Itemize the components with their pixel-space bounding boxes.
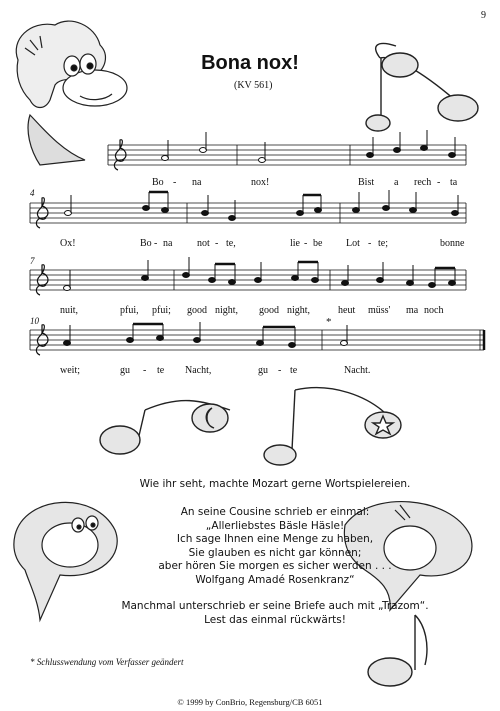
music-staff-system-1 bbox=[108, 145, 466, 165]
lyric-syllable: Lot bbox=[346, 238, 360, 249]
lyric-syllable: - bbox=[278, 365, 282, 376]
closing-text bbox=[110, 600, 440, 627]
closing-line: Lest das einmal rückwärts! bbox=[204, 613, 346, 626]
lyric-syllable: Nacht. bbox=[344, 365, 371, 376]
lyric-syllable: te bbox=[290, 365, 298, 376]
lyric-syllable: nuit, bbox=[60, 305, 79, 316]
lyric-syllable: - bbox=[154, 238, 158, 249]
lyric-syllable: night, bbox=[287, 305, 311, 316]
lyric-syllable: ma bbox=[406, 305, 419, 316]
intro-text: Wie ihr seht, machte Mozart gerne Wortspielereien. bbox=[139, 478, 411, 490]
lyric-syllable: gu bbox=[120, 365, 130, 376]
left-face-bubble-illustration bbox=[14, 502, 117, 620]
moon-star-notes-illustration bbox=[100, 388, 401, 465]
music-staff-system-4 bbox=[30, 330, 484, 350]
lyric-syllable: pfui; bbox=[152, 305, 171, 316]
lyric-syllable: lie bbox=[290, 238, 300, 249]
lyric-syllable: ta bbox=[450, 177, 458, 188]
mozart-cartoon-illustration bbox=[16, 21, 127, 165]
lyric-syllable: Nacht, bbox=[185, 365, 212, 376]
lyric-syllable: - bbox=[304, 238, 308, 249]
measure-number: 10 bbox=[30, 316, 39, 326]
letter-line: An seine Cousine schrieb er einmal: bbox=[180, 506, 370, 518]
music-staff-system-2 bbox=[30, 203, 466, 223]
letter-line: Wolfgang Amadé Rosenkranz“ bbox=[195, 573, 355, 586]
lyric-syllable: te bbox=[157, 365, 165, 376]
lyric-syllable: a bbox=[394, 177, 399, 188]
lyric-syllable: - bbox=[368, 238, 372, 249]
copyright-line: © 1999 by ConBrio, Regensburg/CB 6051 bbox=[177, 697, 323, 707]
letter-quote bbox=[110, 506, 440, 587]
lyric-syllable: na bbox=[192, 177, 202, 188]
closing-line: Manchmal unterschrieb er seine Briefe auch mit „Trazom“. bbox=[121, 600, 429, 612]
music-note-illustration bbox=[366, 43, 478, 131]
footnote: * Schlusswendung vom Verfasser geändert bbox=[30, 657, 184, 667]
music-staff-system-3 bbox=[30, 270, 466, 290]
lyric-syllable: good bbox=[187, 305, 207, 316]
lyric-syllable: good bbox=[259, 305, 279, 316]
lyric-syllable: weit; bbox=[60, 365, 80, 376]
lyric-syllable: pfui, bbox=[120, 305, 139, 316]
lyric-syllable: - bbox=[437, 177, 441, 188]
asterisk-mark: * bbox=[326, 316, 332, 328]
catalog-number: (KV 561) bbox=[234, 80, 273, 91]
lyric-syllable: Bo bbox=[140, 238, 152, 249]
lyric-syllable: gu bbox=[258, 365, 268, 376]
lyric-syllable: Bo bbox=[152, 177, 164, 188]
lyric-syllable: Bist bbox=[358, 177, 375, 188]
lyric-syllable: be bbox=[313, 238, 323, 249]
lyric-syllable: noch bbox=[424, 305, 444, 316]
lyric-syllable: - bbox=[215, 238, 219, 249]
song-title: Bona nox! bbox=[201, 52, 299, 74]
lyric-syllable: rech bbox=[414, 177, 432, 188]
lyric-syllable: bonne bbox=[440, 238, 465, 249]
lyric-syllable: nox! bbox=[251, 177, 270, 188]
letter-line: „Allerliebstes Bäsle Häsle! bbox=[205, 519, 345, 532]
treble-clefs bbox=[36, 140, 126, 355]
lyric-syllable: te, bbox=[226, 238, 236, 249]
lyric-syllable: na bbox=[163, 238, 173, 249]
lyric-syllable: not bbox=[197, 238, 210, 249]
letter-line: Sie glauben es nicht gar können; bbox=[188, 546, 362, 559]
lyric-syllable: Ox! bbox=[60, 238, 76, 249]
letter-line: aber hören Sie morgen es sicher werden . . . bbox=[158, 560, 392, 572]
page-number: 9 bbox=[481, 10, 486, 21]
lyric-syllable: müss' bbox=[368, 305, 391, 316]
lyric-syllable: heut bbox=[338, 305, 356, 316]
letter-line: Ich sage Ihnen eine Menge zu haben, bbox=[176, 533, 374, 545]
measure-number: 4 bbox=[30, 188, 35, 198]
lyric-syllable: - bbox=[173, 177, 177, 188]
lyric-syllable: te; bbox=[378, 238, 388, 249]
lyric-syllable: - bbox=[143, 365, 147, 376]
measure-number: 7 bbox=[30, 256, 35, 266]
lyric-syllable: night, bbox=[215, 305, 239, 316]
